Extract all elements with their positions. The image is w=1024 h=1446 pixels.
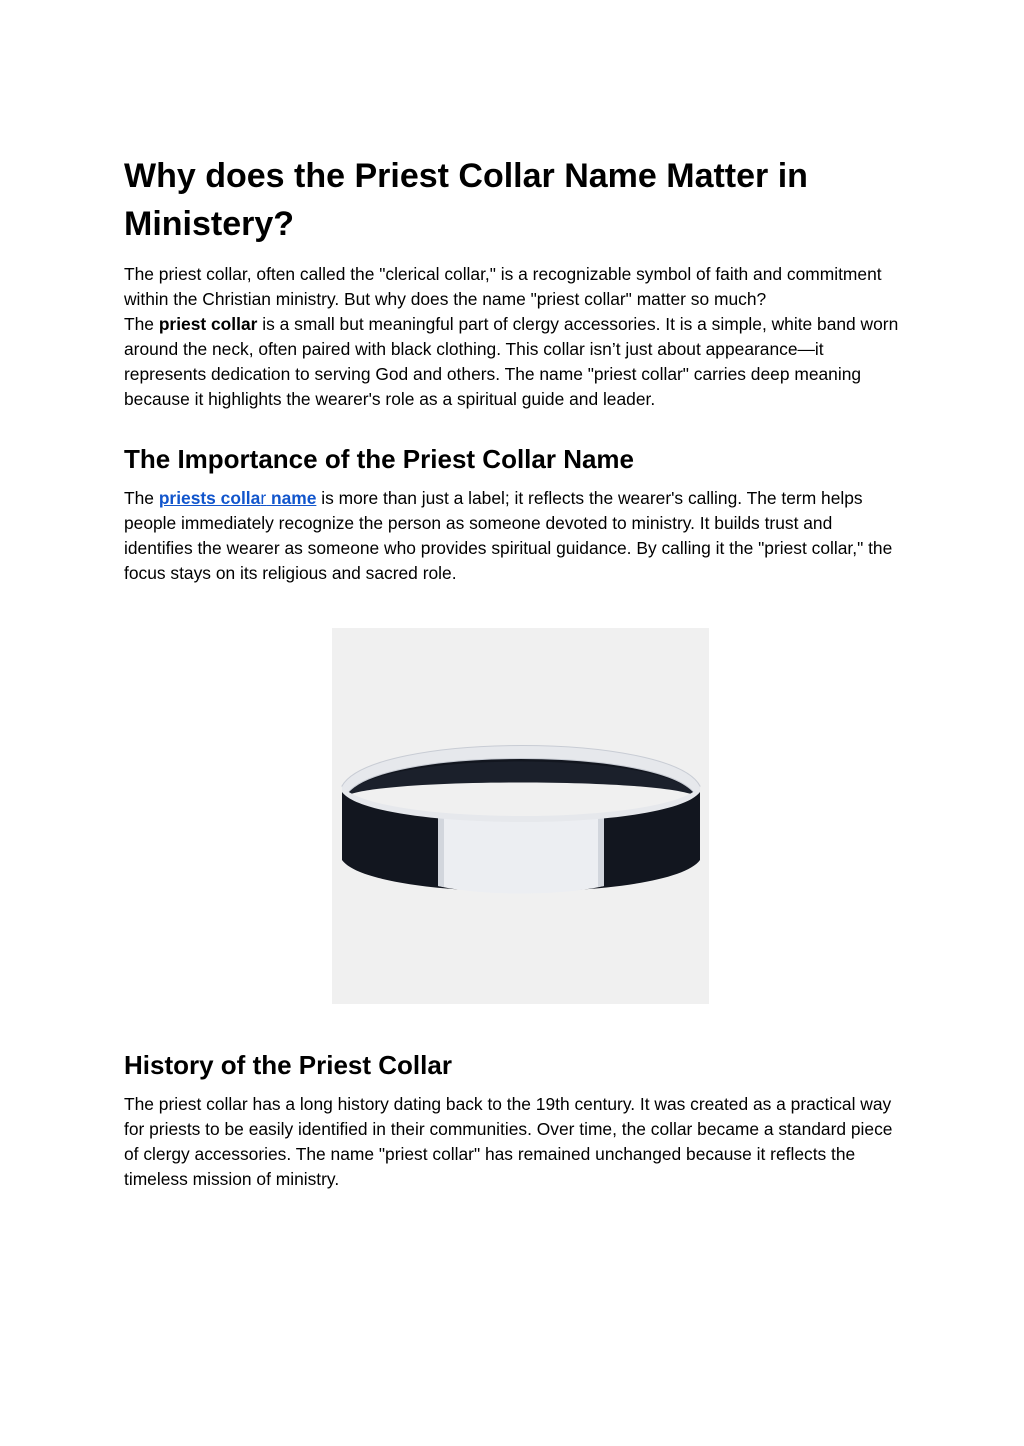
history-heading: History of the Priest Collar: [124, 1050, 452, 1080]
link-text-part-3: name: [266, 488, 317, 508]
importance-heading: The Importance of the Priest Collar Name: [124, 444, 635, 474]
collar-illustration: [332, 628, 709, 1004]
page-title: Why does the Priest Collar Name Matter in Ministery?: [124, 157, 808, 243]
link-text-part-2: r: [260, 488, 267, 508]
collar-tab-shade: [438, 814, 444, 887]
intro-section: [124, 262, 904, 412]
collar-white-tab: [438, 814, 604, 894]
link-text-part-1: priests colla: [158, 488, 261, 508]
importance-body: is more than just a label; it reflects the wearer's calling. The term helps people immediately recognize the person as someone devoted to ministry. It builds trust and identifies the wearer as someone who provides spiritual guidance. By calling it the "priest collar," the focus stays on its religious and sacred role.: [124, 488, 893, 583]
collar-tab-shade-right: [598, 814, 604, 887]
intro-p2-prefix: The: [124, 314, 159, 334]
importance-paragraph: [124, 486, 904, 586]
intro-p2-body: is a small but meaningful part of clergy accessories. It is a simple, white band worn around the neck, often paired with black clothing. This collar isn’t just about appearance—it represents dedication to serving God and others. The name "priest collar" carries deep meaning because it highlights the wearer's role as a spiritual guide and leader.: [124, 314, 899, 409]
intro-paragraph-2: [124, 312, 904, 412]
history-paragraph: The priest collar has a long history dating back to the 19th century. It was created as a practical way for priests to be easily identified in their communities. Over time, the collar became a standard piece of clergy accessories. The name "priest collar" has remained unchanged because it reflects the timeless mission of ministry.: [124, 1094, 893, 1189]
document-page: [124, 152, 904, 1192]
intro-p2-bold-term: priest collar: [158, 314, 258, 334]
intro-paragraph-1: The priest collar, often called the "clerical collar," is a recognizable symbol of faith and commitment within the Christian ministry. But why does the name "priest collar" matter so much?: [124, 264, 882, 309]
priests-collar-name-link[interactable]: [159, 488, 317, 508]
spacer: [124, 1004, 904, 1048]
clerical-collar-photo: [332, 628, 709, 1004]
importance-prefix: The: [124, 488, 159, 508]
